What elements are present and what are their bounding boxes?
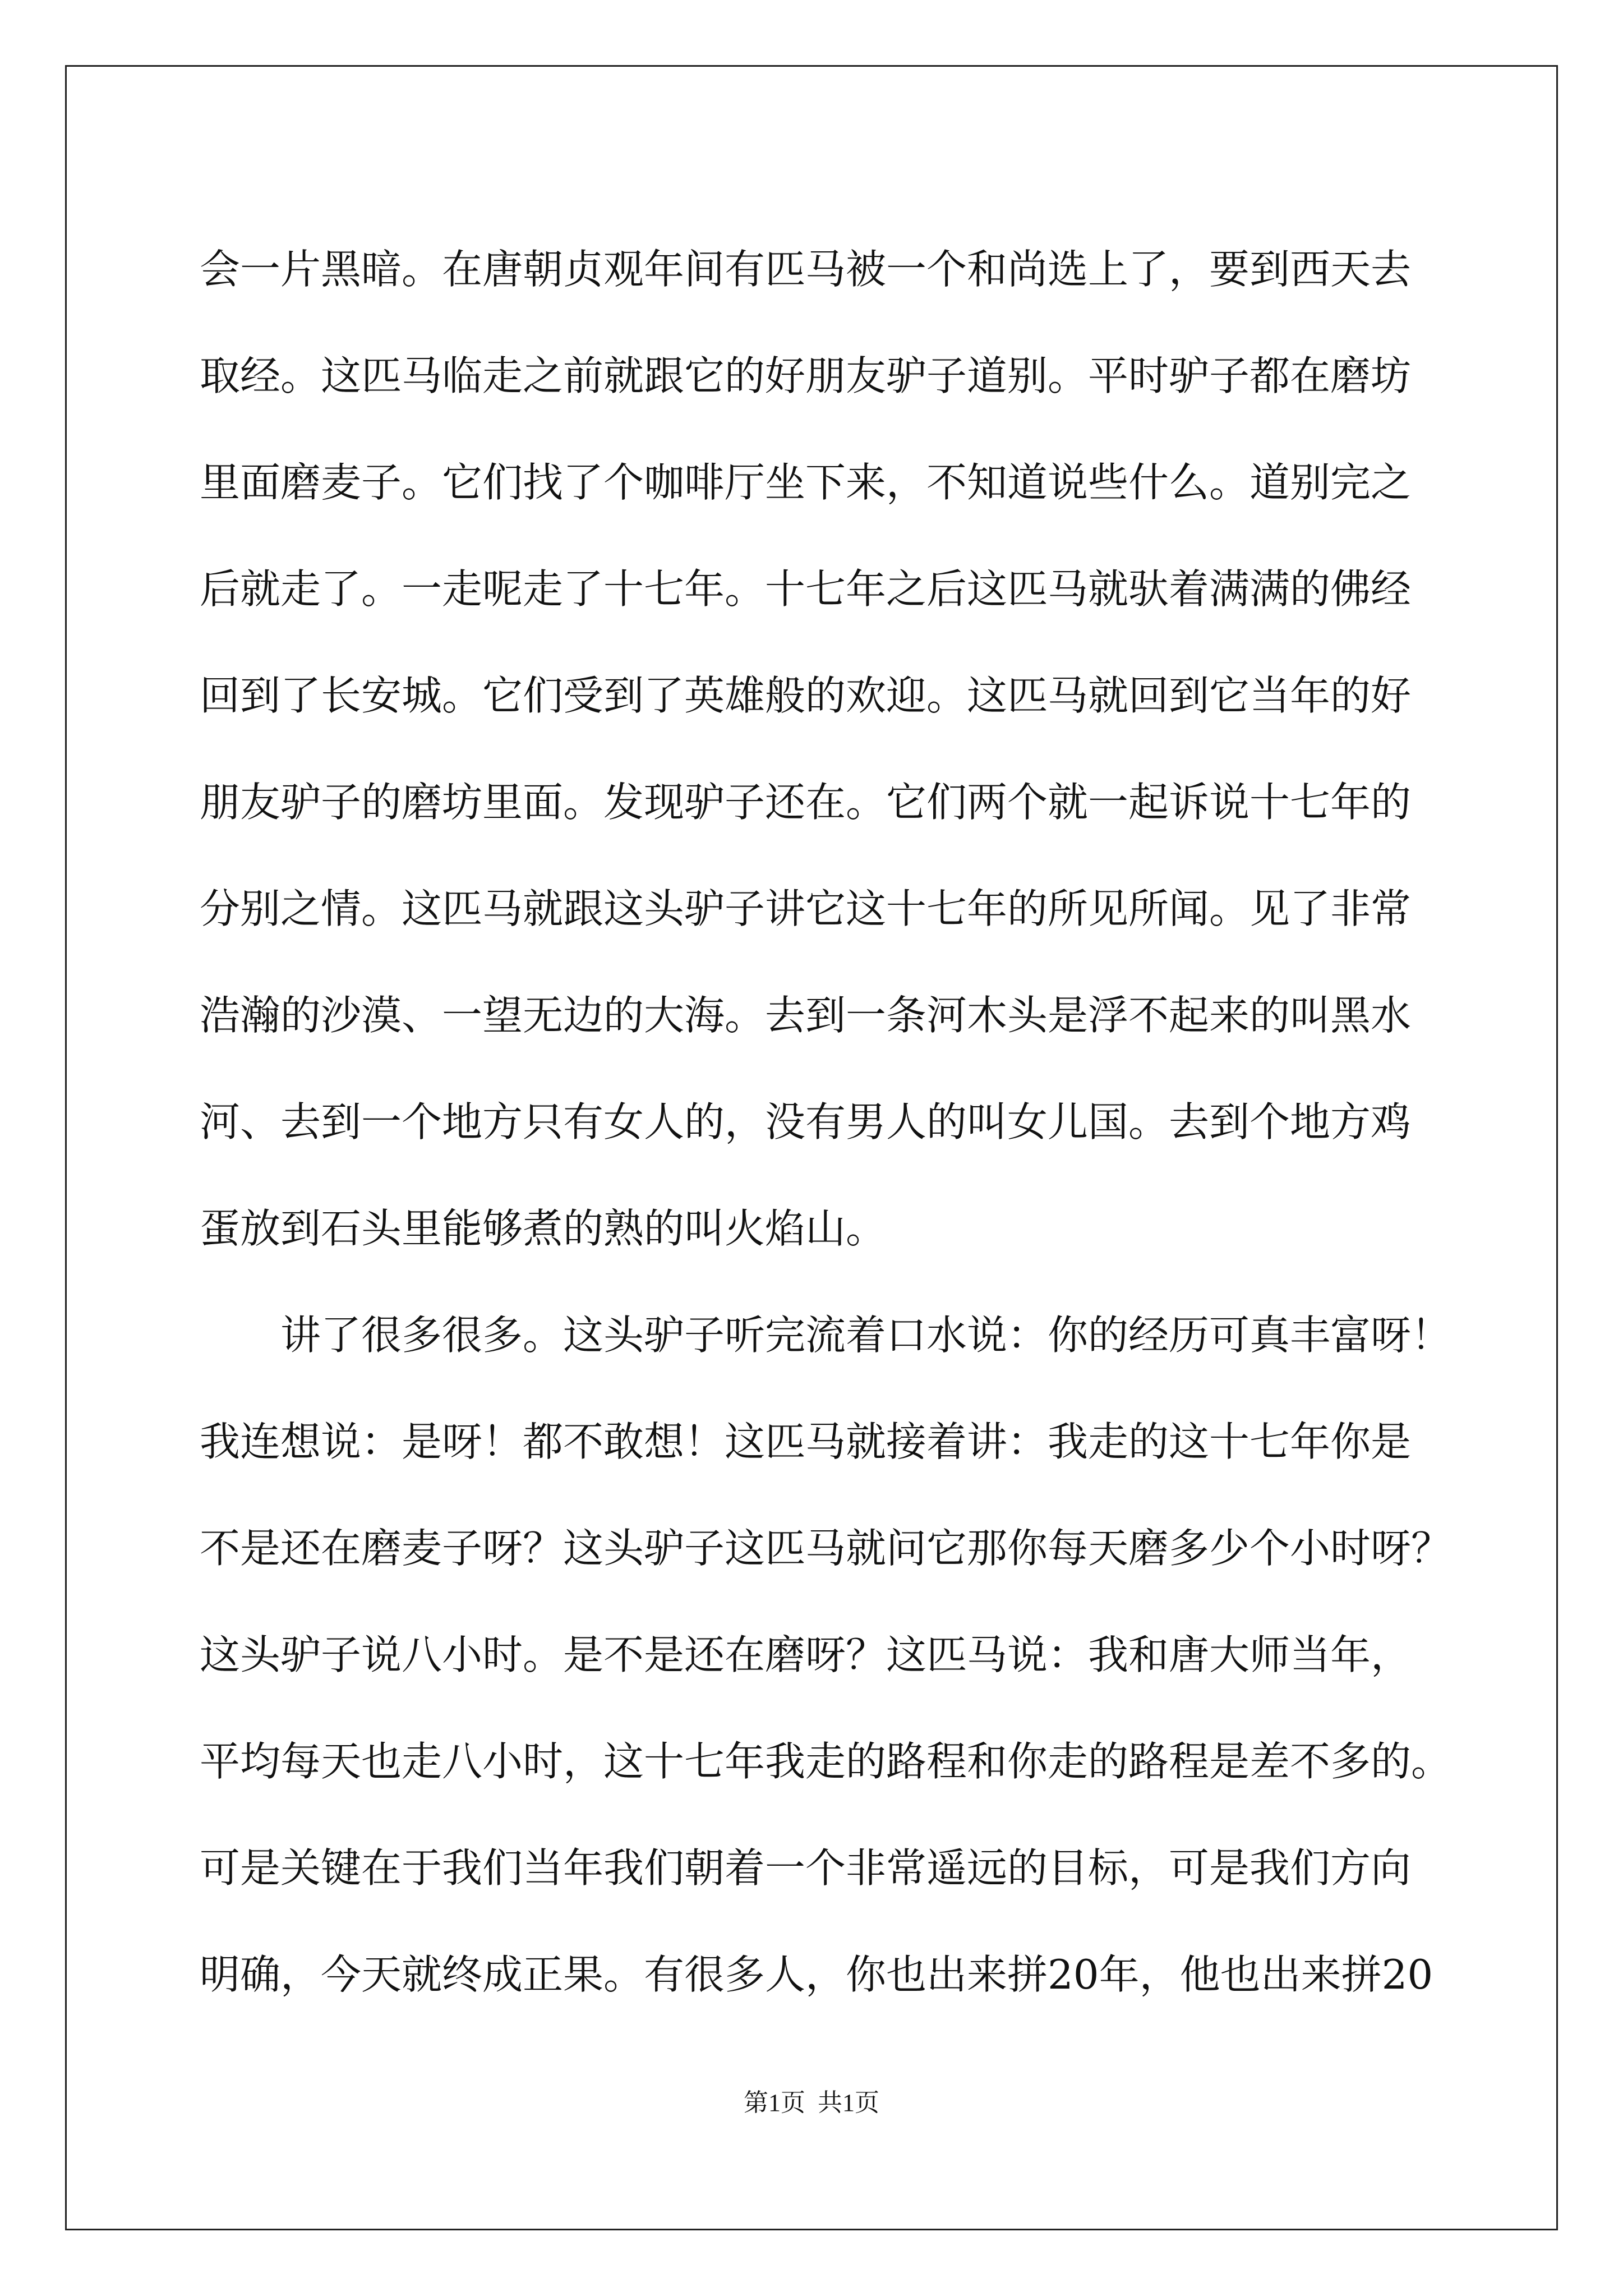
- text-line: 回到了长安城。它们受到了英雄般的欢迎。这匹马就回到它当年的好: [200, 672, 1412, 719]
- text-line: 朋友驴子的磨坊里面。发现驴子还在。它们两个就一起诉说十七年的: [200, 779, 1412, 826]
- text-line: 蛋放到石头里能够煮的熟的叫火焰山。: [200, 1205, 887, 1252]
- paragraph-start-line: 讲了很多很多。这头驴子听完流着口水说：你的经历可真丰富呀！: [280, 1312, 1452, 1359]
- page-footer: 第1页 共1页: [744, 2089, 879, 2116]
- text-line: 不是还在磨麦子呀？这头驴子这匹马就问它那你每天磨多少个小时呀？: [200, 1525, 1452, 1572]
- text-line: 分别之情。这匹马就跟这头驴子讲它这十七年的所见所闻。见了非常: [200, 885, 1412, 932]
- text-line: 明确，今天就终成正果。有很多人，你也出来拼20年，他也出来拼20: [200, 1951, 1433, 1998]
- text-line: 我连想说：是呀！都不敢想！这匹马就接着讲：我走的这十七年你是: [200, 1418, 1412, 1465]
- text-line: 这头驴子说八小时。是不是还在磨呀？这匹马说：我和唐大师当年，: [200, 1631, 1412, 1678]
- text-line: 里面磨麦子。它们找了个咖啡厅坐下来，不知道说些什么。道别完之: [200, 459, 1412, 506]
- text-line: 浩瀚的沙漠、一望无边的大海。去到一条河木头是浮不起来的叫黑水: [200, 992, 1412, 1039]
- text-line: 会一片黑暗。在唐朝贞观年间有匹马被一个和尚选上了，要到西天去: [200, 246, 1412, 293]
- text-line: 取经。这匹马临走之前就跟它的好朋友驴子道别。平时驴子都在磨坊: [200, 352, 1412, 399]
- text-line: 河、去到一个地方只有女人的，没有男人的叫女儿国。去到个地方鸡: [200, 1098, 1412, 1145]
- document-body: [200, 216, 1452, 2028]
- text-line: 平均每天也走八小时，这十七年我走的路程和你走的路程是差不多的。: [200, 1738, 1452, 1785]
- text-line: 后就走了。一走呢走了十七年。十七年之后这匹马就驮着满满的佛经: [200, 565, 1412, 613]
- text-line: 可是关键在于我们当年我们朝着一个非常遥远的目标，可是我们方向: [200, 1844, 1412, 1892]
